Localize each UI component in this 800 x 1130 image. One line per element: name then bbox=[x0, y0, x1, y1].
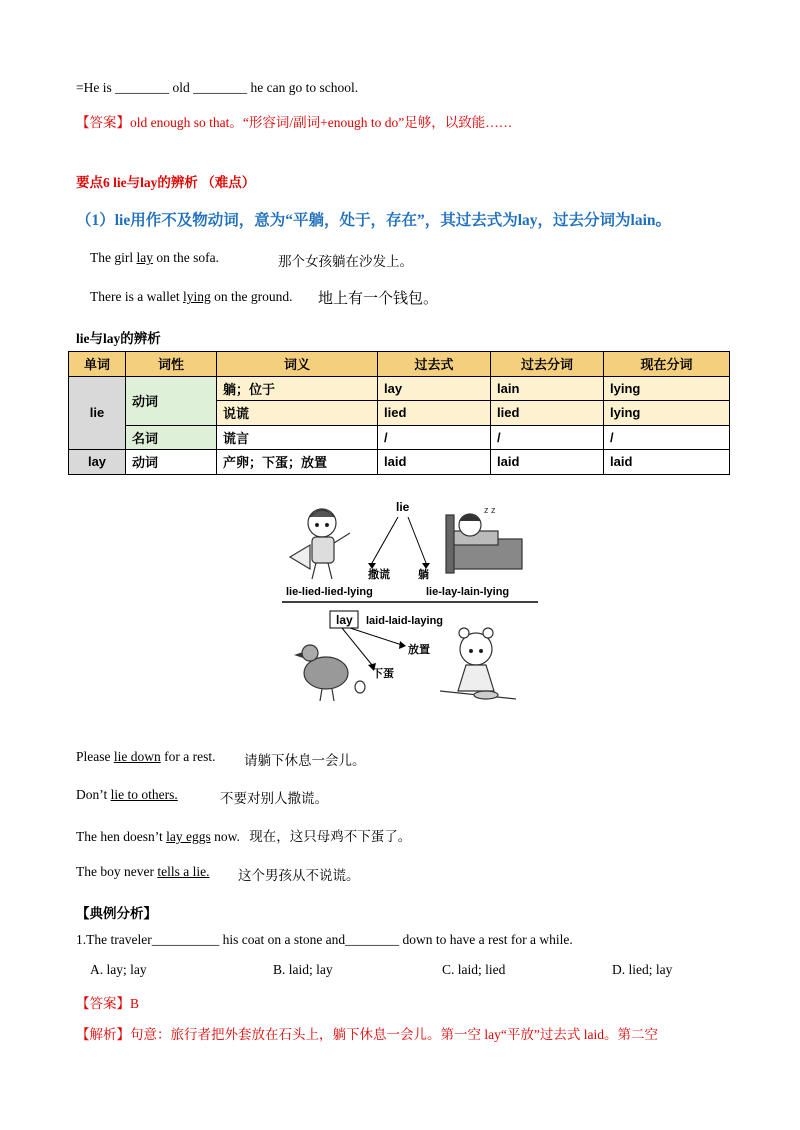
past-cell: lay bbox=[378, 376, 491, 401]
past-participle-cell: / bbox=[491, 425, 604, 450]
sentence-text: The hen doesn’t bbox=[76, 829, 167, 844]
table-title: lie与lay的辨析 bbox=[76, 331, 161, 346]
sentence-text: There is a wallet bbox=[90, 289, 183, 304]
table-row bbox=[69, 425, 730, 450]
fig-lay-label: lay bbox=[336, 613, 353, 627]
past-participle-cell: lied bbox=[491, 401, 604, 426]
column-header: 词性 bbox=[126, 352, 217, 377]
sentence-text: Don’t bbox=[76, 787, 111, 802]
meaning-cell: 谎言 bbox=[217, 425, 378, 450]
word-cell: lay bbox=[69, 450, 126, 475]
past-participle-cell: lain bbox=[491, 376, 604, 401]
past-cell: / bbox=[378, 425, 491, 450]
example-sentence-3 bbox=[76, 749, 366, 768]
sentence-text: on the ground. bbox=[210, 289, 293, 304]
table-row bbox=[69, 376, 730, 401]
girl-icon bbox=[440, 628, 516, 699]
boy-icon bbox=[290, 509, 350, 579]
example-sentence-1 bbox=[90, 250, 413, 269]
present-participle-cell: / bbox=[604, 425, 730, 450]
fig-xiadan-label: 下蛋 bbox=[372, 668, 394, 680]
table-row bbox=[69, 450, 730, 475]
answer-line: 【答案】old enough so that。“形容词/副词+enough to do”足够，以致能…… bbox=[76, 115, 513, 130]
subheading: （1）lie用作不及物动词，意为“平躺，处于，存在”，其过去式为lay，过去分词为lain。 bbox=[76, 212, 672, 229]
translation: 请躺下休息一会儿。 bbox=[244, 753, 366, 768]
translation: 现在，这只母鸡不下蛋了。 bbox=[249, 829, 412, 844]
meaning-cell: 躺；位于 bbox=[217, 376, 378, 401]
present-participle-cell: laid bbox=[604, 450, 730, 475]
example-sentence-6 bbox=[76, 864, 360, 883]
sentence-text: The boy never bbox=[76, 864, 158, 879]
sentence-text: Please bbox=[76, 749, 114, 764]
arrow-head bbox=[399, 641, 406, 649]
comparison-table bbox=[68, 351, 730, 475]
svg-text:z z: z z bbox=[484, 505, 496, 515]
translation: 不要对别人撒谎。 bbox=[220, 791, 328, 806]
arrow-line bbox=[408, 517, 426, 563]
fig-lie-lay-forms: lie-lay-lain-lying bbox=[426, 586, 510, 598]
underlined-phrase: lying bbox=[182, 289, 211, 304]
option-b: B. laid; lay bbox=[273, 962, 333, 977]
sentence-text: now. bbox=[210, 829, 240, 844]
question-text: 1.The traveler__________ his coat on a stone and________ down to have a rest for a while. bbox=[76, 932, 573, 947]
column-header: 过去分词 bbox=[491, 352, 604, 377]
column-header: 词义 bbox=[217, 352, 378, 377]
underlined-phrase: tells a lie. bbox=[157, 864, 210, 879]
fig-lie-label: lie bbox=[396, 500, 410, 514]
fig-tang-label: 躺 bbox=[418, 569, 429, 581]
column-header: 现在分词 bbox=[604, 352, 730, 377]
fill-in-sentence: =He is ________ old ________ he can go to school. bbox=[76, 80, 359, 95]
past-cell: laid bbox=[378, 450, 491, 475]
pos-cell: 动词 bbox=[126, 450, 217, 475]
answer-line: 【答案】B bbox=[76, 996, 140, 1011]
fig-lie-lied-forms: lie-lied-lied-lying bbox=[286, 586, 373, 598]
underlined-phrase: lie down bbox=[113, 749, 161, 764]
underlined-phrase: lay bbox=[136, 250, 153, 265]
pos-cell: 名词 bbox=[126, 425, 217, 450]
sentence-text: on the sofa. bbox=[153, 250, 219, 265]
translation: 那个女孩躺在沙发上。 bbox=[278, 254, 413, 269]
past-cell: lied bbox=[378, 401, 491, 426]
example-sentence-2 bbox=[90, 289, 439, 307]
sentence-text: The girl bbox=[90, 250, 137, 265]
section-heading: 要点6 lie与lay的辨析 （难点） bbox=[76, 175, 256, 190]
fig-lay-forms: laid-laid-laying bbox=[366, 615, 444, 627]
analysis-line: 【解析】句意：旅行者把外套放在石头上，躺下休息一会儿。第一空 lay“平放”过去式 laid。第二空 bbox=[76, 1027, 658, 1042]
fig-sahuang-label: 撒谎 bbox=[368, 569, 390, 581]
meaning-cell: 说谎 bbox=[217, 401, 378, 426]
translation: 这个男孩从不说谎。 bbox=[238, 868, 360, 883]
underlined-phrase: lie to others. bbox=[110, 787, 178, 802]
translation: 地上有一个钱包。 bbox=[318, 291, 439, 307]
option-a: A. lay; lay bbox=[90, 962, 147, 977]
column-header: 单词 bbox=[69, 352, 126, 377]
present-participle-cell: lying bbox=[604, 376, 730, 401]
option-d: D. lied; lay bbox=[612, 962, 673, 977]
hen-icon bbox=[296, 645, 365, 701]
lie-lay-illustration bbox=[280, 495, 540, 710]
pos-cell: 动词 bbox=[126, 376, 217, 425]
example-heading: 【典例分析】 bbox=[76, 906, 157, 921]
present-participle-cell: lying bbox=[604, 401, 730, 426]
option-c: C. laid; lied bbox=[442, 962, 506, 977]
example-sentence-5 bbox=[76, 825, 411, 845]
arrow-line bbox=[372, 517, 398, 563]
sentence-text: for a rest. bbox=[160, 749, 216, 764]
column-header: 过去式 bbox=[378, 352, 491, 377]
bed-icon bbox=[446, 505, 522, 573]
word-cell: lie bbox=[69, 376, 126, 450]
past-participle-cell: laid bbox=[491, 450, 604, 475]
example-sentence-4 bbox=[76, 787, 328, 806]
arrow-line bbox=[350, 628, 402, 645]
meaning-cell: 产卵；下蛋；放置 bbox=[217, 450, 378, 475]
underlined-phrase: lay eggs bbox=[166, 829, 211, 844]
table-header-row bbox=[69, 352, 730, 377]
fig-fangzhi-label: 放置 bbox=[408, 644, 430, 656]
